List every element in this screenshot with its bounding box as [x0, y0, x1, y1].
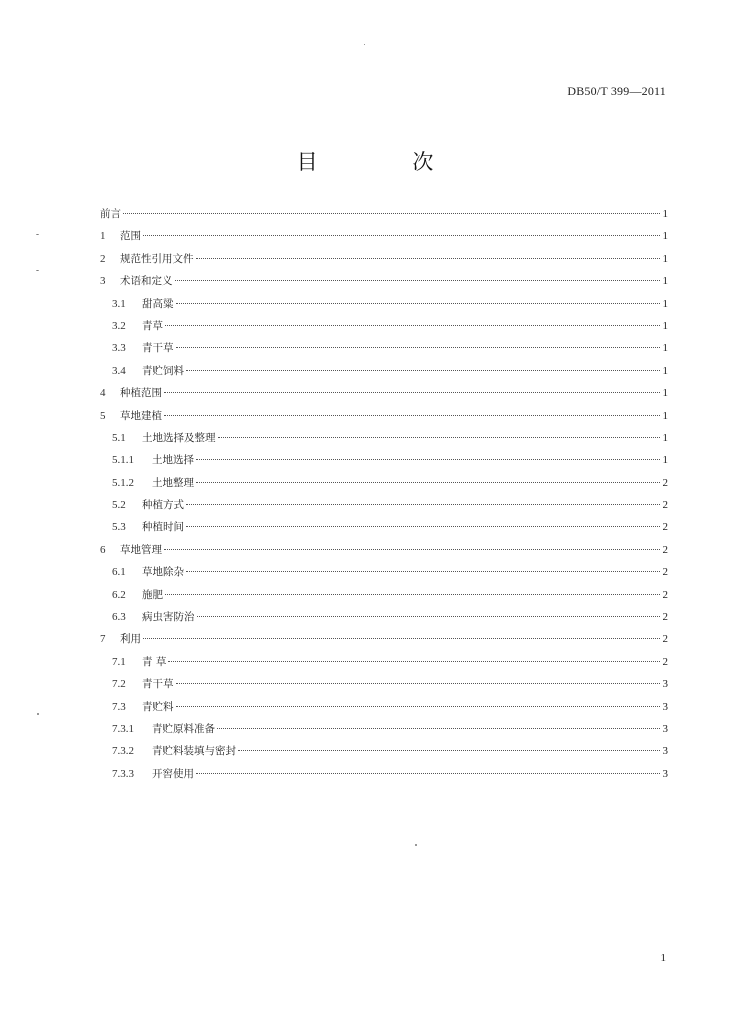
toc-entry[interactable]	[100, 696, 668, 718]
toc-entry-number: 2	[100, 252, 106, 265]
toc-entry-number: 6.2	[112, 588, 126, 601]
toc-entry[interactable]	[100, 315, 668, 337]
toc-dot-leader	[165, 325, 660, 326]
toc-entry-page: 3	[662, 678, 668, 691]
toc-entry-page: 2	[662, 633, 668, 646]
toc-dot-leader	[176, 683, 661, 684]
toc-entry-page: 2	[662, 476, 668, 489]
toc-dot-leader	[218, 437, 661, 438]
toc-entry-page: 2	[662, 588, 668, 601]
toc-dot-leader	[197, 616, 661, 617]
scan-speck	[36, 270, 39, 271]
toc-dot-leader	[123, 213, 660, 214]
toc-dot-leader	[217, 728, 660, 729]
toc-dot-leader	[168, 661, 660, 662]
toc-entry-page: 3	[662, 700, 668, 713]
toc-entry-number: 7.2	[112, 678, 126, 691]
scan-speck	[415, 844, 417, 846]
toc-entry-label: 规范性引用文件	[120, 252, 194, 265]
toc-dot-leader	[164, 549, 660, 550]
toc-entry-label: 开窖使用	[152, 767, 194, 780]
toc-entry-number: 7.3.2	[112, 745, 134, 758]
toc-entry[interactable]	[100, 494, 668, 516]
toc-entry-number: 3.4	[112, 364, 126, 377]
toc-entry-label: 青 草	[142, 655, 167, 668]
toc-entry[interactable]	[100, 203, 668, 225]
toc-entry-number: 5	[100, 409, 106, 422]
toc-entry-page: 1	[662, 319, 668, 332]
toc-dot-leader	[164, 415, 660, 416]
toc-dot-leader	[186, 370, 660, 371]
toc-entry-page: 1	[662, 252, 668, 265]
toc-entry[interactable]	[100, 628, 668, 650]
toc-dot-leader	[176, 303, 661, 304]
toc-dot-leader	[186, 504, 660, 505]
toc-entry[interactable]	[100, 225, 668, 247]
document-code: DB50/T 399—2011	[567, 84, 666, 98]
toc-dot-leader	[143, 235, 660, 236]
toc-entry-number: 7.3.1	[112, 722, 134, 735]
toc-entry-number: 6.3	[112, 611, 126, 624]
toc-entry[interactable]	[100, 539, 668, 561]
toc-entry-page: 2	[662, 521, 668, 534]
toc-entry[interactable]	[100, 427, 668, 449]
toc-entry-label: 青草	[142, 319, 163, 332]
toc-dot-leader	[186, 571, 660, 572]
toc-entry[interactable]	[100, 382, 668, 404]
toc-entry-number: 3.3	[112, 342, 126, 355]
toc-entry-page: 3	[662, 722, 668, 735]
toc-entry-label: 种植时间	[142, 521, 184, 534]
toc-entry-label: 施肥	[142, 588, 163, 601]
toc-dot-leader	[186, 526, 660, 527]
toc-entry[interactable]	[100, 248, 668, 270]
toc-dot-leader	[196, 773, 660, 774]
toc-dot-leader	[143, 638, 660, 639]
toc-dot-leader	[165, 594, 660, 595]
toc-entry-label: 青贮料	[142, 700, 174, 713]
toc-entry-number: 4	[100, 387, 106, 400]
toc-entry-page: 3	[662, 745, 668, 758]
toc-entry-page: 2	[662, 655, 668, 668]
toc-entry-number: 1	[100, 230, 106, 243]
toc-entry-label: 种植方式	[142, 499, 184, 512]
toc-entry[interactable]	[100, 763, 668, 785]
toc-entry-number: 3	[100, 275, 106, 288]
toc-entry-number: 3.2	[112, 319, 126, 332]
toc-entry-number: 7.1	[112, 655, 126, 668]
toc-entry-label: 甜高粱	[142, 297, 174, 310]
toc-dot-leader	[196, 482, 660, 483]
toc-entry-label: 草地除杂	[142, 566, 184, 579]
toc-entry-number: 7.3.3	[112, 767, 134, 780]
scan-speck	[36, 234, 39, 235]
toc-dot-leader	[176, 706, 661, 707]
toc-entry[interactable]	[100, 472, 668, 494]
table-of-contents	[100, 203, 668, 785]
toc-entry-label: 利用	[120, 633, 141, 646]
toc-entry-page: 2	[662, 543, 668, 556]
toc-entry-label: 青干草	[142, 342, 174, 355]
toc-entry-label: 土地整理	[152, 476, 194, 489]
scan-speck	[37, 713, 39, 715]
toc-entry-number: 5.1	[112, 431, 126, 444]
toc-entry-number: 7.3	[112, 700, 126, 713]
toc-entry[interactable]	[100, 516, 668, 538]
toc-entry-number: 6.1	[112, 566, 126, 579]
toc-entry[interactable]	[100, 740, 668, 762]
toc-entry-label: 范围	[120, 230, 141, 243]
toc-entry-label: 草地管理	[120, 543, 162, 556]
toc-entry-label: 青贮料装填与密封	[152, 745, 236, 758]
toc-entry[interactable]	[100, 651, 668, 673]
toc-entry-page: 1	[662, 297, 668, 310]
toc-entry[interactable]	[100, 606, 668, 628]
toc-entry-page: 1	[662, 230, 668, 243]
toc-entry[interactable]	[100, 449, 668, 471]
toc-entry-number: 6	[100, 543, 106, 556]
toc-entry-label: 术语和定义	[120, 275, 173, 288]
toc-entry-page: 3	[662, 767, 668, 780]
page-number: 1	[660, 952, 666, 964]
toc-entry-number: 5.1.2	[112, 476, 134, 489]
toc-dot-leader	[176, 347, 661, 348]
toc-entry[interactable]	[100, 718, 668, 740]
toc-entry-page: 2	[662, 499, 668, 512]
toc-dot-leader	[238, 750, 660, 751]
toc-entry-page: 1	[662, 454, 668, 467]
toc-entry-page: 1	[662, 409, 668, 422]
toc-entry-label: 青贮原料准备	[152, 722, 215, 735]
toc-entry-page: 2	[662, 566, 668, 579]
toc-entry-number: 5.2	[112, 499, 126, 512]
toc-entry-label: 土地选择	[152, 454, 194, 467]
toc-entry-number: 5.1.1	[112, 454, 134, 467]
toc-entry[interactable]	[100, 584, 668, 606]
toc-dot-leader	[196, 258, 661, 259]
toc-entry-page: 1	[662, 431, 668, 444]
toc-entry-number: 7	[100, 633, 106, 646]
scan-speck	[364, 44, 365, 45]
toc-entry-page: 2	[662, 611, 668, 624]
toc-entry-page: 1	[662, 342, 668, 355]
toc-entry[interactable]	[100, 673, 668, 695]
toc-entry[interactable]	[100, 270, 668, 292]
toc-entry-label: 种植范围	[120, 387, 162, 400]
toc-entry-page: 1	[662, 387, 668, 400]
toc-entry-page: 1	[662, 208, 668, 220]
toc-entry[interactable]	[100, 360, 668, 382]
toc-entry-number: 3.1	[112, 297, 126, 310]
toc-entry-label: 草地建植	[120, 409, 162, 422]
toc-entry-number: 5.3	[112, 521, 126, 534]
toc-entry[interactable]	[100, 337, 668, 359]
toc-dot-leader	[196, 459, 660, 460]
toc-entry[interactable]	[100, 561, 668, 583]
toc-title: 目 次	[296, 150, 478, 174]
toc-entry-label: 前言	[100, 208, 121, 220]
toc-entry-page: 1	[662, 364, 668, 377]
toc-entry-label: 病虫害防治	[142, 611, 195, 624]
toc-entry-label: 青贮饲料	[142, 364, 184, 377]
toc-entry[interactable]	[100, 405, 668, 427]
toc-entry[interactable]	[100, 293, 668, 315]
toc-entry-label: 土地选择及整理	[142, 431, 216, 444]
toc-dot-leader	[175, 280, 661, 281]
toc-entry-label: 青干草	[142, 678, 174, 691]
toc-dot-leader	[164, 392, 660, 393]
toc-entry-page: 1	[662, 275, 668, 288]
